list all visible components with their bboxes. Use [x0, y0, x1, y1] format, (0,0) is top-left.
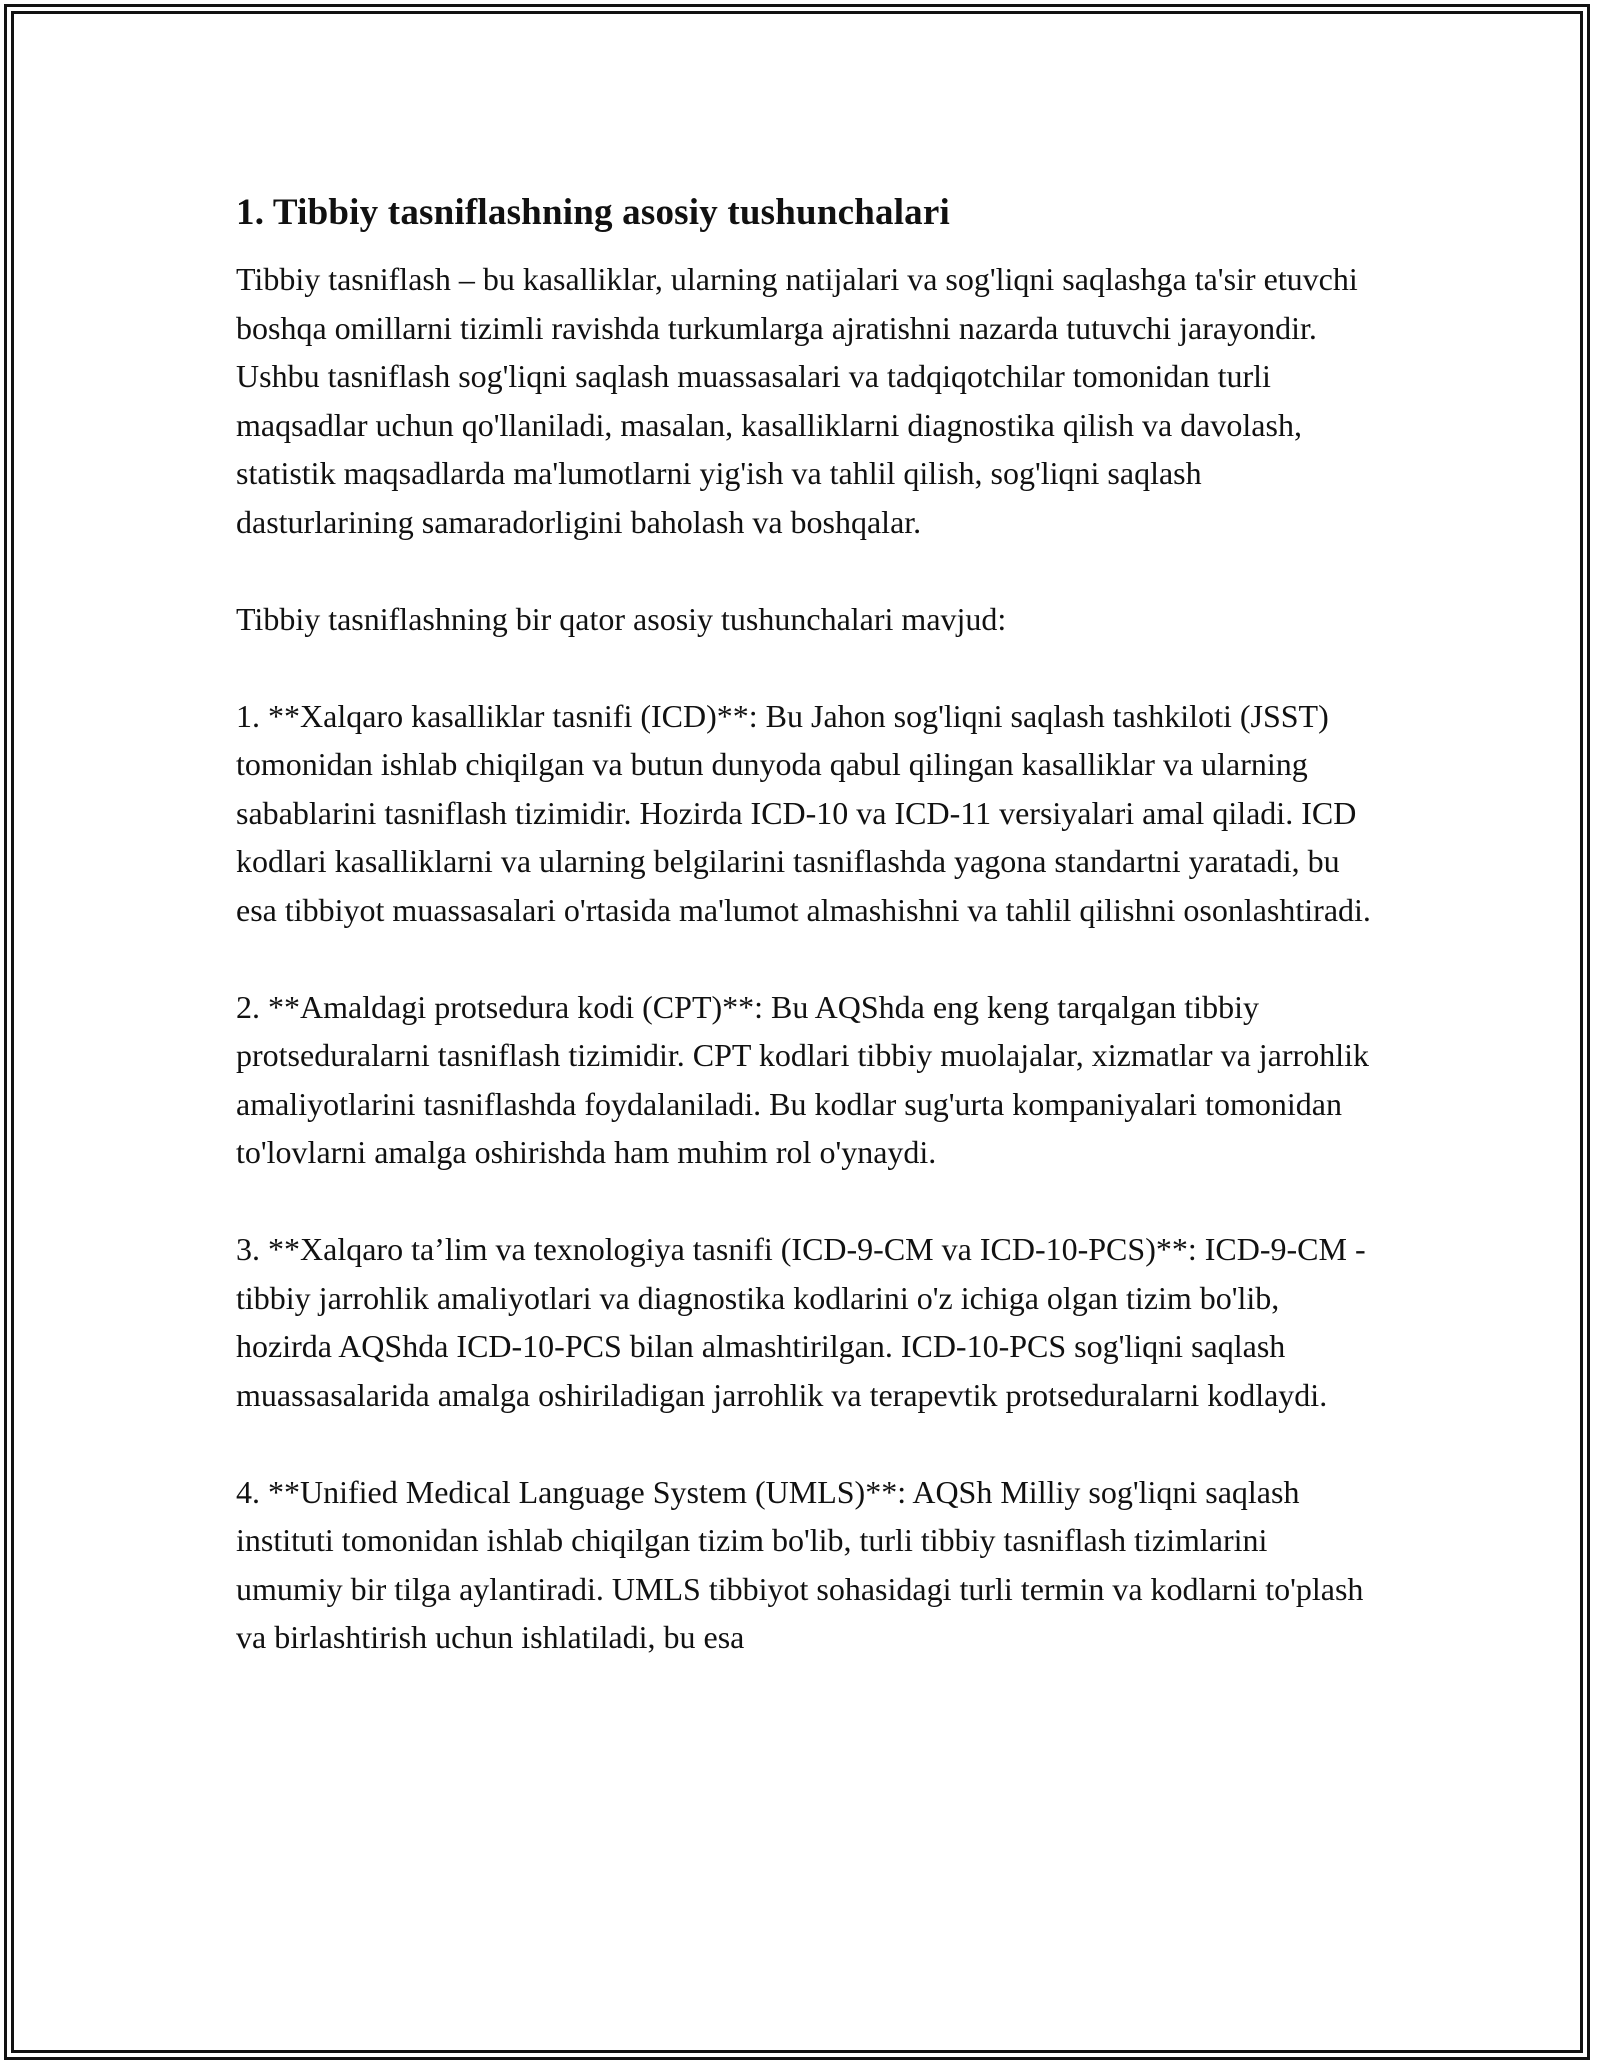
paragraph-intro: Tibbiy tasniflash – bu kasalliklar, ularning natijalari va sog'liqni saqlashga ta'sir etuvchi boshqa omillarni tizimli ravishda turkumlarga ajratishni nazarda tutuvchi jarayondir. Ushbu tasniflash sog'liqni saqlash muassasalari va tadqiqotchilar tomonidan turli maqsadlar uchun qo'llaniladi, masalan, kasalliklarni diagnostika qilish va davolash, statistik maqsadlarda ma'lumotlarni yig'ish va tahlil qilish, sog'liqni saqlash dasturlarining samaradorligini baholash va boshqalar. [236, 261, 1358, 540]
paragraph-concepts-lead: Tibbiy tasniflashning bir qator asosiy tushunchalari mavjud: [236, 600, 1007, 637]
paragraph-icd-cm-pcs: 3. **Xalqaro ta’lim va texnologiya tasnifi (ICD-9-CM va ICD-10-PCS)**: ICD-9-CM - tibbiy jarrohlik amaliyotlari va diagnostika kodlarini o'z ichiga olgan tizim bo'lib, hozirda AQShda ICD-10-PCS bilan almashtirilgan. ICD-10-PCS sog'liqni saqlash muassasalarida amalga oshiriladigan jarrohlik va terapevtik protseduralarni kodlaydi. [236, 1231, 1366, 1413]
paragraph-icd: 1. **Xalqaro kasalliklar tasnifi (ICD)**: Bu Jahon sog'liqni saqlash tashkiloti (JSST) tomonidan ishlab chiqilgan va butun dunyoda qabul qilingan kasalliklar va ularning sabablarini tasniflash tizimidir. Hozirda ICD-10 va ICD-11 versiyalari amal qiladi. ICD kodlari kasalliklarni va ularning belgilarini tasniflashda yagona standartni yaratadi, bu esa tibbiyot muassasalari o'rtasida ma'lumot almashishni va tahlil qilishni osonlashtiradi. [236, 697, 1371, 928]
paragraph-cpt: 2. **Amaldagi protsedura kodi (CPT)**: Bu AQShda eng keng tarqalgan tibbiy protseduralarni tasniflash tizimidir. CPT kodlari tibbiy muolajalar, xizmatlar va jarrohlik amaliyotlarini tasniflashda foydalaniladi. Bu kodlar sug'urta kompaniyalari tomonidan to'lovlarni amalga oshirishda ham muhim rol o'ynaydi. [236, 988, 1369, 1170]
section-heading: 1. Tibbiy tasniflashning asosiy tushunchalari [236, 192, 950, 233]
document-body [236, 185, 1376, 1710]
paragraph-umls: 4. **Unified Medical Language System (UMLS)**: AQSh Milliy sog'liqni saqlash instituti tomonidan ishlab chiqilgan tizim bo'lib, turli tibbiy tasniflash tizimlarini umumiy bir tilga aylantiradi. UMLS tibbiyot sohasidagi turli termin va kodlarni to'plash va birlashtirish uchun ishlatiladi, bu esa [236, 1473, 1364, 1655]
